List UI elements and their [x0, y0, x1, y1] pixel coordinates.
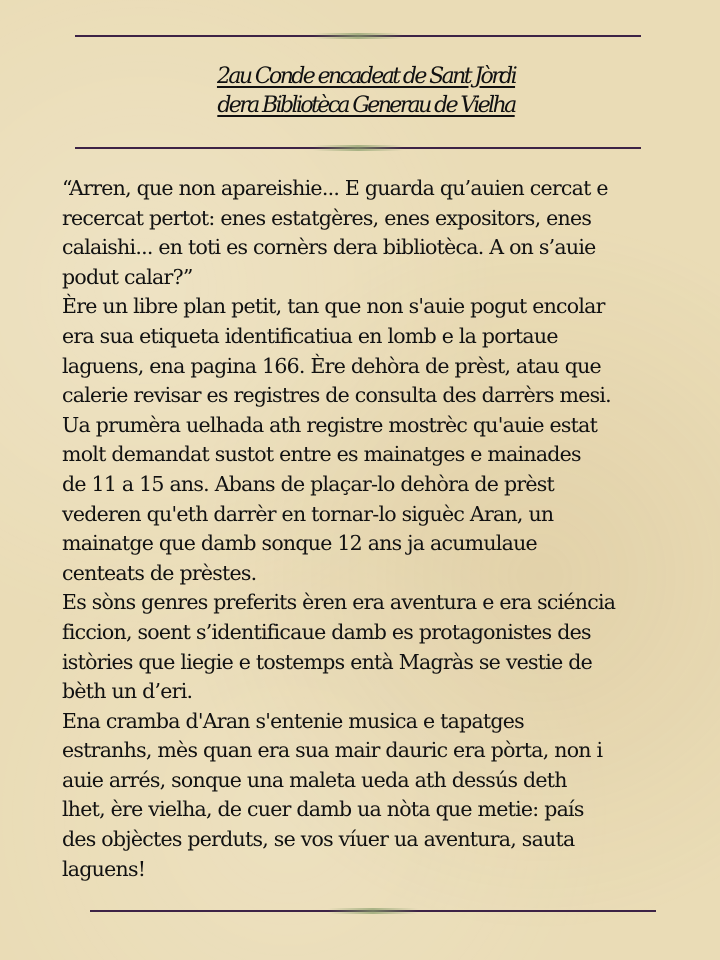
text-line: Ua prumèra uelhada ath registre mostrèc qu'auie estat — [62, 412, 598, 437]
document-title — [0, 62, 720, 120]
text-line: calerie revisar es registres de consulta des darrèrs mesi. — [62, 383, 611, 408]
text-line: calaishi... en toti es cornèrs dera bibliotèca. A on s’auie — [62, 235, 596, 260]
text-line: mainatge que damb sonque 12 ans ja acumulaue — [62, 531, 537, 556]
title-line-1: 2au Conde encadeat de Sant Jòrdi — [216, 64, 516, 89]
text-line: molt demandat sustot entre es mainatges e mainades — [62, 442, 581, 467]
text-line: podut calar?” — [62, 264, 193, 289]
text-line: istòries que liegie e tostemps entà Magràs se vestie de — [62, 649, 592, 674]
text-line: Ena cramba d'Aran s'entenie musica e tapatges — [62, 708, 524, 733]
text-line: “Arren, que non apareishie... E guarda qu’auien cercat e — [62, 176, 608, 200]
text-line: bèth un d’eri. — [62, 679, 193, 704]
text-line: laguens! — [62, 856, 146, 881]
text-line: lhet, ère vielha, de cuer damb ua nòta que metie: país — [62, 797, 584, 822]
text-line: ficcion, soent s’identificaue damb es protagonistes des — [62, 619, 591, 644]
title-line-2: dera Bibliotèca Generau de Vielha — [217, 93, 515, 118]
text-line: vederen qu'eth darrèr en tornar-lo siguèc Aran, un — [62, 501, 554, 526]
text-line: Es sòns genres preferits èren era aventura e era sciéncia — [62, 590, 616, 615]
text-line: auie arrés, sonque una maleta ueda ath dessús deth — [62, 767, 567, 792]
text-line: laguens, ena pagina 166. Ère dehòra de prèst, atau que — [62, 353, 601, 378]
story-text — [62, 174, 682, 884]
top-divider — [75, 35, 641, 37]
text-line: estranhs, mès quan era sua mair dauric era pòrta, non i — [62, 738, 603, 763]
bottom-divider — [90, 910, 656, 912]
text-line: era sua etiqueta identificatiua en lomb e la portaue — [62, 323, 558, 348]
title-divider — [75, 147, 641, 149]
text-line: de 11 a 15 ans. Abans de plaçar-lo dehòra de prèst — [62, 471, 555, 496]
text-line: recercat pertot: enes estatgères, enes expositors, enes — [62, 205, 592, 230]
text-line: centeats de prèstes. — [62, 560, 257, 585]
text-line: des objèctes perduts, se vos víuer ua aventura, sauta — [62, 827, 575, 852]
text-line: Ère un libre plan petit, tan que non s'auie pogut encolar — [62, 294, 605, 319]
